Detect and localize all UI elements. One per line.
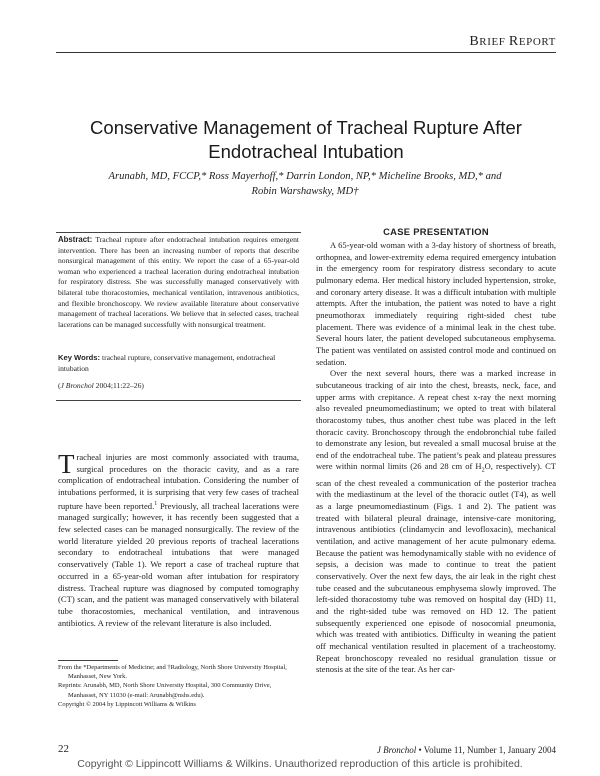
footnote: From the *Departments of Medicine; and †Radiology, North Shore University Hospital, Manhasset, New York. Reprints: Arunabh, MD, North Shore University Hospital, 300 Community Drive, Manhasset, NY 11030 (e-mail: Arunabh@nshs.edu). Copyright © 2004 by Lippincott Williams & Wilkins	[58, 664, 287, 708]
header-rule	[56, 52, 556, 53]
section-header: BRIEF REPORT	[469, 34, 556, 49]
journal-footer: J Bronchol • Volume 11, Number 1, January 2004	[376, 745, 556, 755]
drop-cap: T	[58, 449, 75, 479]
abstract: Abstract: Tracheal rupture after endotracheal intubation requires emergent intervention. There has been an increasing number of reports that describe nonsurgical management of this entity. We report the case of a 65-year-old woman who experienced a tracheal laceration during endotracheal intubation for respiratory distress. She was successfully managed conservatively with bilateral tube thoracostomies, mechanical ventilation, intravenous antibiotics, and flexible bronchoscopy. We review available literature about conservative management of tracheal lacerations. We believe that in selected cases, tracheal lacerations can be managed successfully with nonsurgical treatment.	[58, 235, 299, 329]
case-presentation-text: A 65-year-old woman with a 3-day history of shortness of breath, orthopnea, and lower-extremity edema required emergency intubation in the emergency room for respiratory distress secondary to acute pulmonary edema. Her medical history included hypertension, stroke, and coronary artery disease. It was a difficult intubation with multiple attempts. After the intubation, the patient was noted to have a right pneumothorax immediately requiring right-sided chest tube placement. There was evidence of a minimal leak in the chest tube. Several hours later, the patient developed subcutaneous emphysema. The patient was ventilated on assisted control mode and continued on sedation. Over the next several hours, there was a marked increase in subcutaneous tracking of air into the chest, breasts, neck, face, and upper arms with crepitance. A repeat chest x-ray the next morning also revealed pneumomediastinum; we opted to treat with bilateral thoracostomy tubes, thus another chest tube was placed in the left thoracic cavity. Bronchoscopy through the endobronchial tube failed to demonstrate any lesion, but revealed a small mucosal bruise at the end of the endotracheal tube. The patient’s peak and plateau pressures were within normal limits (26 and 28 cm of $H_2O$, respectively). CT scan of the chest revealed a communication of the posterior trachea with the mediastinum at the level of the thoracic outlet (T4), as well as a large pneumomediastinum (Figs. 1 and 2). The patient was treated with bilateral pleural drainage, intensive-care monitoring, intravenous antibiotics (clindamycin and levofloxacin), mechanical ventilation, and active management of her acute pulmonary edema. Because the patient was hemodynamically stable with no evidence of sepsis, a decision was made to continue to treat the patient conservatively. Over the next few days, the air leak in the right chest tube ceased and the subcutaneous emphysema slowly improved. The left-sided thoracostomy tube was removed on hospital day (HD) 11, and the right-sided tube was removed on HD 12. The patient subsequently experienced one episode of nosocomial pneumonia, which was treated with antibiotics. Difficulty in weaning the patient off mechanical ventilation resulted in placement of a tracheostomy. Repeat bronchoscopy revealed no residual granulation tissue or stenosis at the site of the tear. As her car-	[316, 240, 556, 675]
keywords: Key Words: tracheal rupture, conservative management, endotracheal intubation	[58, 353, 276, 373]
copyright-notice: Copyright © Lippincott Williams & Wilkins. Unauthorized reproduction of this article is prohibited.	[77, 758, 523, 770]
case-presentation-heading: CASE PRESENTATION	[383, 226, 489, 237]
page-number: 22	[58, 743, 69, 755]
introduction-text: Tracheal injuries are most commonly associated with trauma, surgical procedures on the thoracic cavity, and as a rare complication of endotracheal intubation. Considering the number of intubations performed, it is surprising that very few cases of tracheal rupture have been reported.$^1$ Previously, all tracheal lacerations were managed surgically; however, it has recently been suggested that a few selected cases can be managed nonsurgically. The review of the world literature yielded 20 previous reports of tracheal lacerations secondary to endotracheal intubations that were managed conservatively (Table 1). We report a case of tracheal rupture that occurred in a 65-year-old woman after intubation for respiratory distress. Tracheal rupture was diagnosed by computed tomography (CT) scan, and the patient was managed conservatively with bilateral tube thoracostomies, mechanical ventilation, and intravenous antibiotics. A review of the relevant literature is also included.	[58, 449, 299, 628]
citation: (J Bronchol 2004;11:22–26)	[58, 381, 144, 390]
footnote-rule	[58, 660, 118, 661]
article-title: Conservative Management of Tracheal Rupture After Endotracheal Intubation	[90, 117, 522, 162]
author-list: Arunabh, MD, FCCP,* Ross Mayerhoff,* Darrin London, NP,* Micheline Brooks, MD,* and Robin Warshawsky, MD†	[108, 171, 502, 197]
